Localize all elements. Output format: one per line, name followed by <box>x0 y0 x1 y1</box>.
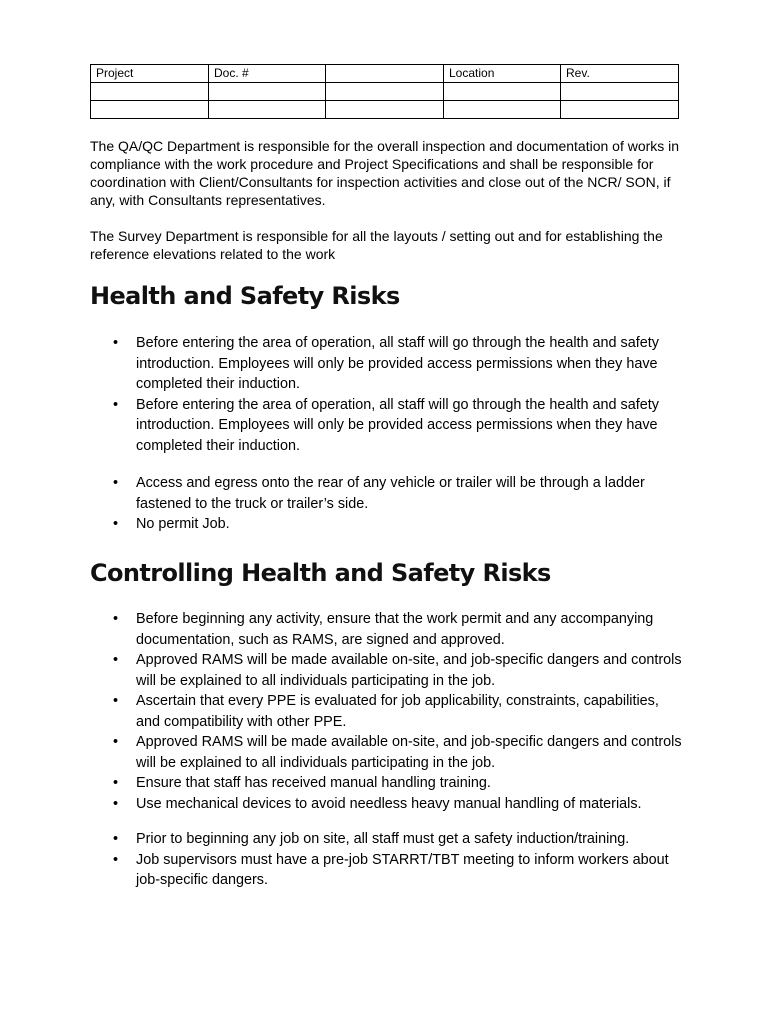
qa-qc-paragraph: The QA/QC Department is responsible for the overall inspection and documentation of works in compliance with the work procedure and Project Specifications and shall be responsible for coordination with Client/Consultants for inspection activities and close out of the NCR/ SON, if any, with Consultants representatives. <box>90 138 680 208</box>
table-cell <box>561 83 679 101</box>
table-cell <box>326 83 444 101</box>
table-header-blank <box>326 65 444 83</box>
table-row <box>91 101 679 119</box>
list-item: • Approved RAMS will be made available on-site, and job-specific dangers and controls will be explained to all individuals participating in the job. <box>136 650 684 691</box>
table-cell <box>444 101 561 119</box>
list-item: • Access and egress onto the rear of any vehicle or trailer will be through a ladder fastened to the truck or trailer’s side. <box>136 473 684 514</box>
table-header-project: Project <box>91 65 209 83</box>
section-heading-health-safety-risks: Health and Safety Risks <box>90 282 400 310</box>
list-item: • Approved RAMS will be made available on-site, and job-specific dangers and controls will be explained to all individuals participating in the job. <box>136 732 684 773</box>
table-cell <box>209 83 326 101</box>
health-safety-risks-list-2 <box>136 473 684 535</box>
table-cell <box>91 101 209 119</box>
list-item: • Before entering the area of operation, all staff will go through the health and safety introduction. Employees will only be provided access permissions when they have completed their induction. <box>136 395 684 457</box>
table-header-rev: Rev. <box>561 65 679 83</box>
table-header-doc-number: Doc. # <box>209 65 326 83</box>
list-item: • No permit Job. <box>136 514 684 535</box>
controlling-risks-list-1 <box>136 609 684 814</box>
list-item: • Before beginning any activity, ensure that the work permit and any accompanying documentation, such as RAMS, are signed and approved. <box>136 609 684 650</box>
table-header-row <box>91 65 679 83</box>
table-header-location: Location <box>444 65 561 83</box>
health-safety-risks-list-1 <box>136 333 684 456</box>
controlling-risks-list-2 <box>136 829 684 891</box>
table-cell <box>444 83 561 101</box>
table-row <box>91 83 679 101</box>
table-cell <box>209 101 326 119</box>
list-item: • Ascertain that every PPE is evaluated for job applicability, constraints, capabilities, and compatibility with other PPE. <box>136 691 684 732</box>
table-cell <box>561 101 679 119</box>
list-item: • Ensure that staff has received manual handling training. <box>136 773 684 794</box>
section-heading-controlling-risks: Controlling Health and Safety Risks <box>90 559 551 587</box>
list-item: • Use mechanical devices to avoid needless heavy manual handling of materials. <box>136 794 684 815</box>
table-cell <box>91 83 209 101</box>
list-item: • Prior to beginning any job on site, all staff must get a safety induction/training. <box>136 829 684 850</box>
table-cell <box>326 101 444 119</box>
document-header-table <box>90 64 679 119</box>
list-item: • Before entering the area of operation, all staff will go through the health and safety introduction. Employees will only be provided access permissions when they have completed their induction. <box>136 333 684 395</box>
survey-paragraph: The Survey Department is responsible for all the layouts / setting out and for establishing the reference elevations related to the work <box>90 228 663 262</box>
list-item: • Job supervisors must have a pre-job STARRT/TBT meeting to inform workers about job-specific dangers. <box>136 850 684 891</box>
